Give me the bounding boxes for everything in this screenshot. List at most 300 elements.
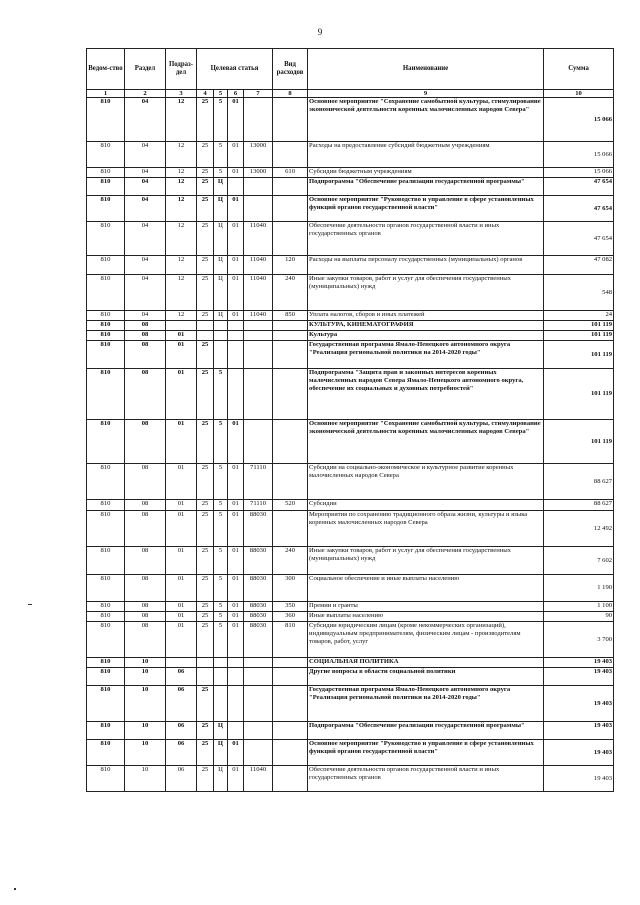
razdel-cell: 10 (125, 766, 166, 792)
summa-cell: 7 602 (544, 547, 614, 575)
naimenovanie-cell: Уплата налогов, сборов и иных платежей (308, 311, 544, 321)
celevaya-3-cell: 01 (228, 464, 244, 500)
column-number: 8 (273, 90, 308, 98)
celevaya-1-cell: 25 (197, 722, 214, 740)
naimenovanie-cell: Субсидии юридическим лицам (кроме некоммерческих организаций), индивидуальным предпринимателям, физическим лицам - производителям товаров, работ, услуг (308, 622, 544, 658)
vedomstvo-cell: 810 (87, 98, 125, 142)
razdel-cell: 04 (125, 178, 166, 196)
celevaya-2-cell (214, 341, 228, 369)
naimenovanie-cell: Иные закупки товаров, работ и услуг для обеспечения государственных (муниципальных) нужд (308, 275, 544, 311)
naimenovanie-cell: Государственная программа Ямало-Ненецкого автономного округа "Реализация региональной политики на 2014-2020 годы" (308, 341, 544, 369)
table-row (87, 275, 614, 311)
naimenovanie-cell: СОЦИАЛЬНАЯ ПОЛИТИКА (308, 658, 544, 668)
razdel-cell: 08 (125, 612, 166, 622)
summa-cell: 88 627 (544, 464, 614, 500)
vedomstvo-cell: 810 (87, 686, 125, 722)
celevaya-3-cell: 01 (228, 511, 244, 547)
podrazdel-cell: 01 (166, 331, 197, 341)
table-row (87, 766, 614, 792)
naimenovanie-cell: КУЛЬТУРА, КИНЕМАТОГРАФИЯ (308, 321, 544, 331)
celevaya-1-cell: 25 (197, 341, 214, 369)
table-row (87, 686, 614, 722)
table-row (87, 98, 614, 142)
celevaya-1-cell: 25 (197, 256, 214, 275)
summa-cell: 19 403 (544, 766, 614, 792)
razdel-cell: 08 (125, 321, 166, 331)
podrazdel-cell: 06 (166, 686, 197, 722)
table-row (87, 602, 614, 612)
vid-rashodov-cell: 810 (273, 622, 308, 658)
naimenovanie-cell: Другие вопросы в области социальной политики (308, 668, 544, 686)
vid-rashodov-cell (273, 321, 308, 331)
podrazdel-cell: 01 (166, 341, 197, 369)
celevaya-3-cell: 01 (228, 602, 244, 612)
vid-rashodov-cell (273, 686, 308, 722)
summa-cell: 15 066 (544, 142, 614, 168)
column-number: 1 (87, 90, 125, 98)
naimenovanie-cell: Премии и гранты (308, 602, 544, 612)
celevaya-4-cell (244, 178, 273, 196)
celevaya-4-cell: 11040 (244, 275, 273, 311)
podrazdel-cell: 12 (166, 311, 197, 321)
vid-rashodov-cell: 240 (273, 547, 308, 575)
celevaya-4-cell (244, 341, 273, 369)
naimenovanie-cell: Расходы на предоставление субсидий бюджетным учреждениям (308, 142, 544, 168)
razdel-cell: 08 (125, 500, 166, 511)
podrazdel-cell: 01 (166, 500, 197, 511)
vedomstvo-cell: 810 (87, 369, 125, 420)
vid-rashodov-cell (273, 668, 308, 686)
column-number: 4 (197, 90, 214, 98)
vedomstvo-cell: 810 (87, 331, 125, 341)
celevaya-2-cell: 5 (214, 500, 228, 511)
celevaya-4-cell (244, 196, 273, 222)
razdel-cell: 04 (125, 98, 166, 142)
podrazdel-cell: 01 (166, 575, 197, 602)
celevaya-2-cell (214, 321, 228, 331)
podrazdel-cell (166, 658, 197, 668)
table-row (87, 612, 614, 622)
podrazdel-cell: 01 (166, 511, 197, 547)
celevaya-3-cell: 01 (228, 575, 244, 602)
podrazdel-cell: 12 (166, 98, 197, 142)
vedomstvo-cell: 810 (87, 547, 125, 575)
vid-rashodov-cell (273, 420, 308, 464)
celevaya-4-cell: 88030 (244, 612, 273, 622)
celevaya-1-cell: 25 (197, 622, 214, 658)
naimenovanie-cell: Обеспечение деятельности органов государственной власти и иных государственных органов (308, 222, 544, 256)
razdel-cell: 10 (125, 740, 166, 766)
razdel-cell: 08 (125, 547, 166, 575)
page-number: 9 (317, 27, 323, 37)
table-row (87, 178, 614, 196)
column-number: 6 (228, 90, 244, 98)
summa-cell: 548 (544, 275, 614, 311)
celevaya-3-cell: 01 (228, 622, 244, 658)
naimenovanie-cell: Государственная программа Ямало-Ненецкого автономного округа "Реализация региональной политики на 2014-2020 годы" (308, 686, 544, 722)
celevaya-4-cell: 11040 (244, 311, 273, 321)
celevaya-1-cell (197, 668, 214, 686)
razdel-cell: 08 (125, 511, 166, 547)
celevaya-2-cell: Ц (214, 256, 228, 275)
celevaya-2-cell: 5 (214, 420, 228, 464)
table-row (87, 622, 614, 658)
celevaya-3-cell: 01 (228, 168, 244, 178)
summa-cell: 1 190 (544, 575, 614, 602)
celevaya-2-cell (214, 668, 228, 686)
podrazdel-cell: 01 (166, 602, 197, 612)
celevaya-3-cell: 01 (228, 196, 244, 222)
razdel-cell: 04 (125, 196, 166, 222)
celevaya-3-cell (228, 341, 244, 369)
celevaya-2-cell: Ц (214, 178, 228, 196)
celevaya-2-cell: Ц (214, 222, 228, 256)
podrazdel-cell: 06 (166, 740, 197, 766)
celevaya-4-cell (244, 722, 273, 740)
podrazdel-cell: 12 (166, 142, 197, 168)
celevaya-4-cell: 11040 (244, 222, 273, 256)
table-row (87, 369, 614, 420)
naimenovanie-cell: Иные выплаты населению (308, 612, 544, 622)
celevaya-3-cell (228, 668, 244, 686)
celevaya-2-cell: 5 (214, 464, 228, 500)
column-number: 9 (308, 90, 544, 98)
column-number-row (87, 90, 614, 98)
summa-cell: 3 700 (544, 622, 614, 658)
summa-cell: 88 627 (544, 500, 614, 511)
razdel-cell: 08 (125, 464, 166, 500)
table-row (87, 331, 614, 341)
celevaya-2-cell: Ц (214, 196, 228, 222)
budget-table (86, 48, 614, 792)
vedomstvo-cell: 810 (87, 766, 125, 792)
celevaya-2-cell: Ц (214, 740, 228, 766)
naimenovanie-cell: Мероприятия по сохранению традиционного образа жизни, культуры и языка коренных малочисленных народов Севера (308, 511, 544, 547)
celevaya-3-cell: 01 (228, 222, 244, 256)
celevaya-3-cell: 01 (228, 256, 244, 275)
vid-rashodov-cell (273, 178, 308, 196)
celevaya-4-cell: 13000 (244, 168, 273, 178)
summa-cell: 19 403 (544, 658, 614, 668)
table-row (87, 256, 614, 275)
vid-rashodov-cell (273, 464, 308, 500)
vedomstvo-cell: 810 (87, 602, 125, 612)
celevaya-1-cell: 25 (197, 547, 214, 575)
table-row (87, 321, 614, 331)
celevaya-1-cell (197, 658, 214, 668)
celevaya-1-cell: 25 (197, 196, 214, 222)
summa-cell: 19 403 (544, 686, 614, 722)
vid-rashodov-cell (273, 722, 308, 740)
vedomstvo-cell: 810 (87, 142, 125, 168)
vid-rashodov-cell (273, 740, 308, 766)
vid-rashodov-cell: 360 (273, 612, 308, 622)
vedomstvo-cell: 810 (87, 222, 125, 256)
summa-cell: 90 (544, 612, 614, 622)
celevaya-3-cell: 01 (228, 740, 244, 766)
summa-cell: 19 403 (544, 722, 614, 740)
razdel-cell: 08 (125, 369, 166, 420)
vedomstvo-cell: 810 (87, 722, 125, 740)
vedomstvo-cell: 810 (87, 622, 125, 658)
vid-rashodov-cell (273, 222, 308, 256)
vid-rashodov-cell: 120 (273, 256, 308, 275)
table-row (87, 547, 614, 575)
naimenovanie-cell: Иные закупки товаров, работ и услуг для обеспечения государственных (муниципальных) нужд (308, 547, 544, 575)
razdel-cell: 10 (125, 658, 166, 668)
vedomstvo-cell: 810 (87, 196, 125, 222)
celevaya-2-cell (214, 686, 228, 722)
vedomstvo-cell: 810 (87, 168, 125, 178)
table-row (87, 142, 614, 168)
celevaya-1-cell: 25 (197, 575, 214, 602)
celevaya-4-cell: 71110 (244, 464, 273, 500)
header-razdel: Раздел (125, 49, 166, 90)
table-row (87, 668, 614, 686)
celevaya-1-cell: 25 (197, 420, 214, 464)
vedomstvo-cell: 810 (87, 321, 125, 331)
vedomstvo-cell: 810 (87, 178, 125, 196)
table-row (87, 222, 614, 256)
header-podrazdel: Подраз-дел (166, 49, 197, 90)
celevaya-3-cell: 01 (228, 500, 244, 511)
celevaya-1-cell (197, 321, 214, 331)
celevaya-2-cell: 5 (214, 547, 228, 575)
celevaya-2-cell: Ц (214, 311, 228, 321)
celevaya-4-cell (244, 331, 273, 341)
vid-rashodov-cell (273, 331, 308, 341)
vid-rashodov-cell (273, 196, 308, 222)
celevaya-4-cell: 71110 (244, 500, 273, 511)
razdel-cell: 08 (125, 575, 166, 602)
celevaya-2-cell: Ц (214, 766, 228, 792)
celevaya-3-cell: 01 (228, 547, 244, 575)
summa-cell: 101 119 (544, 369, 614, 420)
celevaya-2-cell: 5 (214, 168, 228, 178)
header-vid-rashodov: Вид расходов (273, 49, 308, 90)
celevaya-3-cell: 01 (228, 420, 244, 464)
celevaya-4-cell: 88030 (244, 511, 273, 547)
naimenovanie-cell: Расходы на выплаты персоналу государственных (муниципальных) органов (308, 256, 544, 275)
celevaya-3-cell (228, 722, 244, 740)
podrazdel-cell: 06 (166, 722, 197, 740)
vedomstvo-cell: 810 (87, 668, 125, 686)
celevaya-1-cell (197, 331, 214, 341)
summa-cell: 19 403 (544, 668, 614, 686)
celevaya-1-cell: 25 (197, 222, 214, 256)
podrazdel-cell: 01 (166, 369, 197, 420)
celevaya-4-cell: 13000 (244, 142, 273, 168)
naimenovanie-cell: Подпрограмма "Защита прав и законных интересов коренных малочисленных народов Севера Ямало-Ненецкого автономного округа, обеспечение их социальных и духовных потребностей" (308, 369, 544, 420)
podrazdel-cell: 01 (166, 612, 197, 622)
celevaya-2-cell: Ц (214, 275, 228, 311)
razdel-cell: 08 (125, 420, 166, 464)
celevaya-4-cell (244, 420, 273, 464)
table-row (87, 658, 614, 668)
celevaya-4-cell: 88030 (244, 575, 273, 602)
summa-cell: 101 119 (544, 341, 614, 369)
celevaya-1-cell: 25 (197, 142, 214, 168)
summa-cell: 15 066 (544, 98, 614, 142)
naimenovanie-cell: Субсидии (308, 500, 544, 511)
table-row (87, 740, 614, 766)
razdel-cell: 04 (125, 142, 166, 168)
celevaya-2-cell: 5 (214, 602, 228, 612)
vedomstvo-cell: 810 (87, 311, 125, 321)
column-number: 3 (166, 90, 197, 98)
naimenovanie-cell: Подпрограмма "Обеспечение реализации государственной программы" (308, 178, 544, 196)
header-naimenovanie: Наименование (308, 49, 544, 90)
summa-cell: 101 119 (544, 321, 614, 331)
celevaya-1-cell: 25 (197, 500, 214, 511)
column-number: 5 (214, 90, 228, 98)
vedomstvo-cell: 810 (87, 256, 125, 275)
podrazdel-cell: 12 (166, 196, 197, 222)
celevaya-1-cell: 25 (197, 464, 214, 500)
celevaya-1-cell: 25 (197, 98, 214, 142)
celevaya-4-cell: 88030 (244, 622, 273, 658)
summa-cell: 12 492 (544, 511, 614, 547)
header-vedomstvo: Ведом-ство (87, 49, 125, 90)
summa-cell: 19 403 (544, 740, 614, 766)
celevaya-1-cell: 25 (197, 168, 214, 178)
celevaya-1-cell: 25 (197, 311, 214, 321)
summa-cell: 24 (544, 311, 614, 321)
celevaya-3-cell: 01 (228, 311, 244, 321)
table-row (87, 420, 614, 464)
podrazdel-cell: 01 (166, 622, 197, 658)
celevaya-1-cell: 25 (197, 275, 214, 311)
celevaya-3-cell (228, 321, 244, 331)
razdel-cell: 08 (125, 622, 166, 658)
summa-cell: 15 066 (544, 168, 614, 178)
naimenovanie-cell: Основное мероприятие "Руководство и управление в сфере установленных функций органов государственной власти" (308, 196, 544, 222)
vedomstvo-cell: 810 (87, 612, 125, 622)
vedomstvo-cell: 810 (87, 341, 125, 369)
naimenovanie-cell: Культура (308, 331, 544, 341)
header-summa: Сумма (544, 49, 614, 90)
vedomstvo-cell: 810 (87, 420, 125, 464)
header-row (87, 49, 614, 90)
celevaya-2-cell: 5 (214, 142, 228, 168)
celevaya-1-cell: 25 (197, 612, 214, 622)
naimenovanie-cell: Субсидии бюджетным учреждениям (308, 168, 544, 178)
vid-rashodov-cell (273, 658, 308, 668)
celevaya-4-cell (244, 686, 273, 722)
vedomstvo-cell: 810 (87, 464, 125, 500)
celevaya-3-cell: 01 (228, 275, 244, 311)
celevaya-2-cell: 5 (214, 369, 228, 420)
naimenovanie-cell: Обеспечение деятельности органов государственной власти и иных государственных органов (308, 766, 544, 792)
vedomstvo-cell: 810 (87, 658, 125, 668)
naimenovanie-cell: Подпрограмма "Обеспечение реализации государственной программы" (308, 722, 544, 740)
vedomstvo-cell: 810 (87, 511, 125, 547)
table-row (87, 464, 614, 500)
summa-cell: 101 119 (544, 331, 614, 341)
celevaya-1-cell: 25 (197, 511, 214, 547)
table-row (87, 311, 614, 321)
celevaya-2-cell: Ц (214, 722, 228, 740)
podrazdel-cell: 01 (166, 547, 197, 575)
celevaya-1-cell: 25 (197, 686, 214, 722)
celevaya-4-cell (244, 658, 273, 668)
podrazdel-cell: 12 (166, 222, 197, 256)
summa-cell: 1 100 (544, 602, 614, 612)
razdel-cell: 04 (125, 168, 166, 178)
summa-cell: 47 654 (544, 222, 614, 256)
celevaya-4-cell (244, 668, 273, 686)
podrazdel-cell (166, 321, 197, 331)
table-row (87, 341, 614, 369)
summa-cell: 47 654 (544, 196, 614, 222)
celevaya-4-cell (244, 369, 273, 420)
vedomstvo-cell: 810 (87, 575, 125, 602)
razdel-cell: 10 (125, 722, 166, 740)
podrazdel-cell: 01 (166, 464, 197, 500)
razdel-cell: 04 (125, 311, 166, 321)
celevaya-1-cell: 25 (197, 766, 214, 792)
column-number: 7 (244, 90, 273, 98)
vid-rashodov-cell (273, 341, 308, 369)
podrazdel-cell: 01 (166, 420, 197, 464)
table-row (87, 575, 614, 602)
table-row (87, 196, 614, 222)
celevaya-3-cell: 01 (228, 766, 244, 792)
scan-mark (14, 888, 16, 890)
celevaya-1-cell: 25 (197, 602, 214, 612)
celevaya-3-cell (228, 658, 244, 668)
vid-rashodov-cell: 520 (273, 500, 308, 511)
table-row (87, 168, 614, 178)
podrazdel-cell: 06 (166, 766, 197, 792)
vedomstvo-cell: 810 (87, 500, 125, 511)
celevaya-2-cell (214, 658, 228, 668)
vid-rashodov-cell (273, 369, 308, 420)
podrazdel-cell: 06 (166, 668, 197, 686)
celevaya-2-cell: 5 (214, 511, 228, 547)
celevaya-1-cell: 25 (197, 178, 214, 196)
podrazdel-cell: 12 (166, 178, 197, 196)
celevaya-3-cell (228, 369, 244, 420)
celevaya-2-cell: 5 (214, 575, 228, 602)
naimenovanie-cell: Основное мероприятие "Сохранение самобытной культуры, стимулирование экономической деятельности коренных малочисленных народов Севера" (308, 98, 544, 142)
table-row (87, 511, 614, 547)
naimenovanie-cell: Социальное обеспечение и иные выплаты населению (308, 575, 544, 602)
summa-cell: 47 654 (544, 178, 614, 196)
celevaya-3-cell (228, 178, 244, 196)
celevaya-3-cell: 01 (228, 612, 244, 622)
scan-mark (28, 604, 32, 605)
razdel-cell: 10 (125, 686, 166, 722)
table-row (87, 500, 614, 511)
celevaya-1-cell: 25 (197, 740, 214, 766)
naimenovanie-cell: Основное мероприятие "Сохранение самобытной культуры, стимулирование экономической деятельности коренных малочисленных народов Севера" (308, 420, 544, 464)
razdel-cell: 08 (125, 331, 166, 341)
header-celevaya-statya: Целевая статья (197, 49, 273, 90)
vid-rashodov-cell (273, 511, 308, 547)
celevaya-4-cell (244, 740, 273, 766)
vedomstvo-cell: 810 (87, 740, 125, 766)
vedomstvo-cell: 810 (87, 275, 125, 311)
column-number: 10 (544, 90, 614, 98)
summa-cell: 101 119 (544, 420, 614, 464)
vid-rashodov-cell: 850 (273, 311, 308, 321)
celevaya-4-cell: 11040 (244, 256, 273, 275)
razdel-cell: 08 (125, 341, 166, 369)
vid-rashodov-cell: 350 (273, 602, 308, 612)
celevaya-4-cell: 11040 (244, 766, 273, 792)
podrazdel-cell: 12 (166, 256, 197, 275)
